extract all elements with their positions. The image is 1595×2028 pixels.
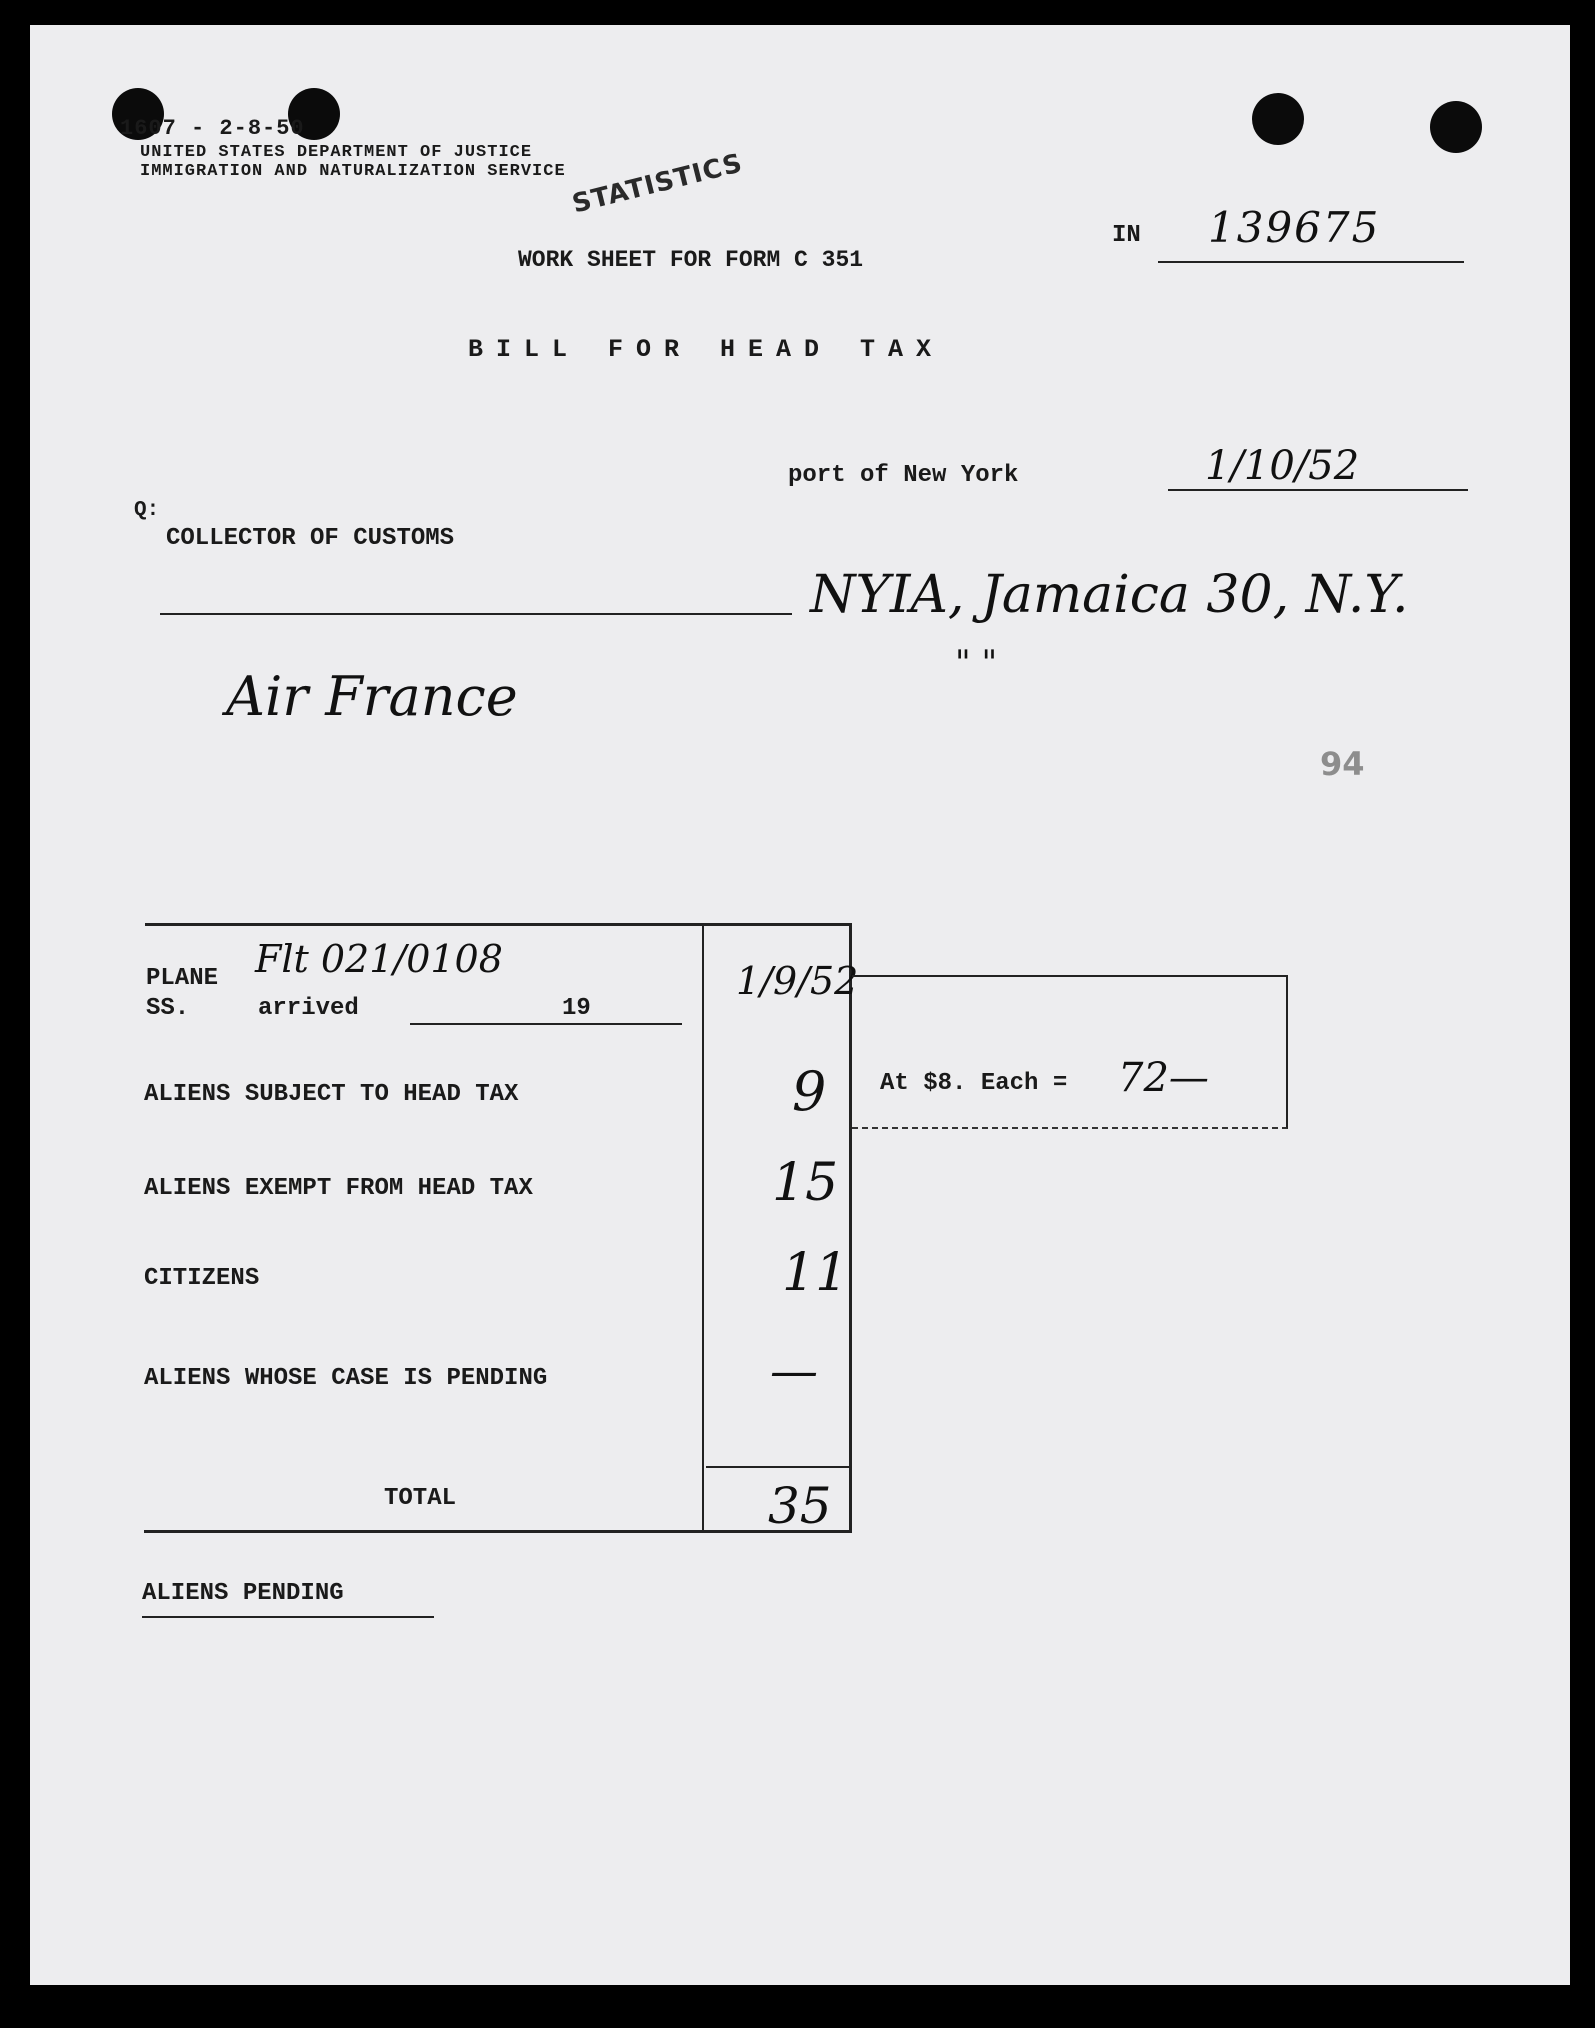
bill-title: BILL FOR HEAD TAX [468, 335, 945, 364]
row-label-pending: ALIENS WHOSE CASE IS PENDING [144, 1365, 548, 1392]
aliens-pending-label: ALIENS PENDING [142, 1580, 344, 1607]
rate-box [852, 975, 1288, 1129]
in-label: IN [1112, 222, 1141, 249]
total-label: TOTAL [384, 1485, 457, 1512]
arrived-label: arrived [258, 995, 359, 1022]
row-value-subject: 9 [792, 1060, 827, 1123]
aliens-pending-underline [142, 1616, 434, 1618]
collector-label: COLLECTOR OF CUSTOMS [166, 525, 455, 552]
department-name: UNITED STATES DEPARTMENT OF JUSTICE [140, 143, 533, 162]
document-page [30, 25, 1570, 1985]
page-stamp: 94 [1320, 745, 1365, 783]
total-value: 35 [768, 1477, 832, 1535]
row-label-citizens: CITIZENS [144, 1265, 260, 1292]
statistics-stamp: STATISTICS [569, 148, 746, 220]
table-bottom-rule [144, 1530, 852, 1533]
collector-underline [160, 613, 792, 615]
row-value-exempt: 15 [772, 1153, 839, 1213]
arrived-date-underline [410, 1023, 682, 1025]
worksheet-title: WORK SHEET FOR FORM C 351 [518, 247, 864, 273]
total-separator [706, 1466, 850, 1468]
in-number-underline [1158, 261, 1464, 263]
bill-date: 1/10/52 [1205, 443, 1360, 489]
flight-number: Flt 021/0108 [255, 937, 503, 981]
location-handwritten: NYIA, Jamaica 30, N.Y. [810, 565, 1409, 625]
service-name: IMMIGRATION AND NATURALIZATION SERVICE [140, 162, 566, 181]
to-label: Q: [134, 499, 160, 522]
arrival-date: 1/9/52 [736, 959, 859, 1003]
punch-hole-right-1 [1252, 93, 1304, 145]
table-top-rule [145, 923, 850, 926]
table-divider [702, 923, 704, 1531]
port-label: port of New York [788, 462, 1019, 489]
form-number: 1607 - 2-8-50 [120, 116, 305, 141]
carrier-name: Air France [226, 665, 518, 728]
rate-label: At $8. Each = [880, 1070, 1068, 1097]
row-label-exempt: ALIENS EXEMPT FROM HEAD TAX [144, 1175, 533, 1202]
date-underline [1168, 489, 1468, 491]
year-prefix: 19 [562, 995, 591, 1022]
row-value-citizens: 11 [782, 1243, 849, 1303]
in-number: 139675 [1208, 203, 1381, 252]
ditto-marks: " " [955, 643, 998, 683]
plane-label: PLANE [146, 965, 219, 992]
row-label-subject: ALIENS SUBJECT TO HEAD TAX [144, 1081, 519, 1108]
ss-label: SS. [146, 995, 190, 1022]
row-value-pending: — [770, 1343, 818, 1399]
rate-amount: 72— [1118, 1055, 1209, 1101]
punch-hole-right-2 [1430, 101, 1482, 153]
